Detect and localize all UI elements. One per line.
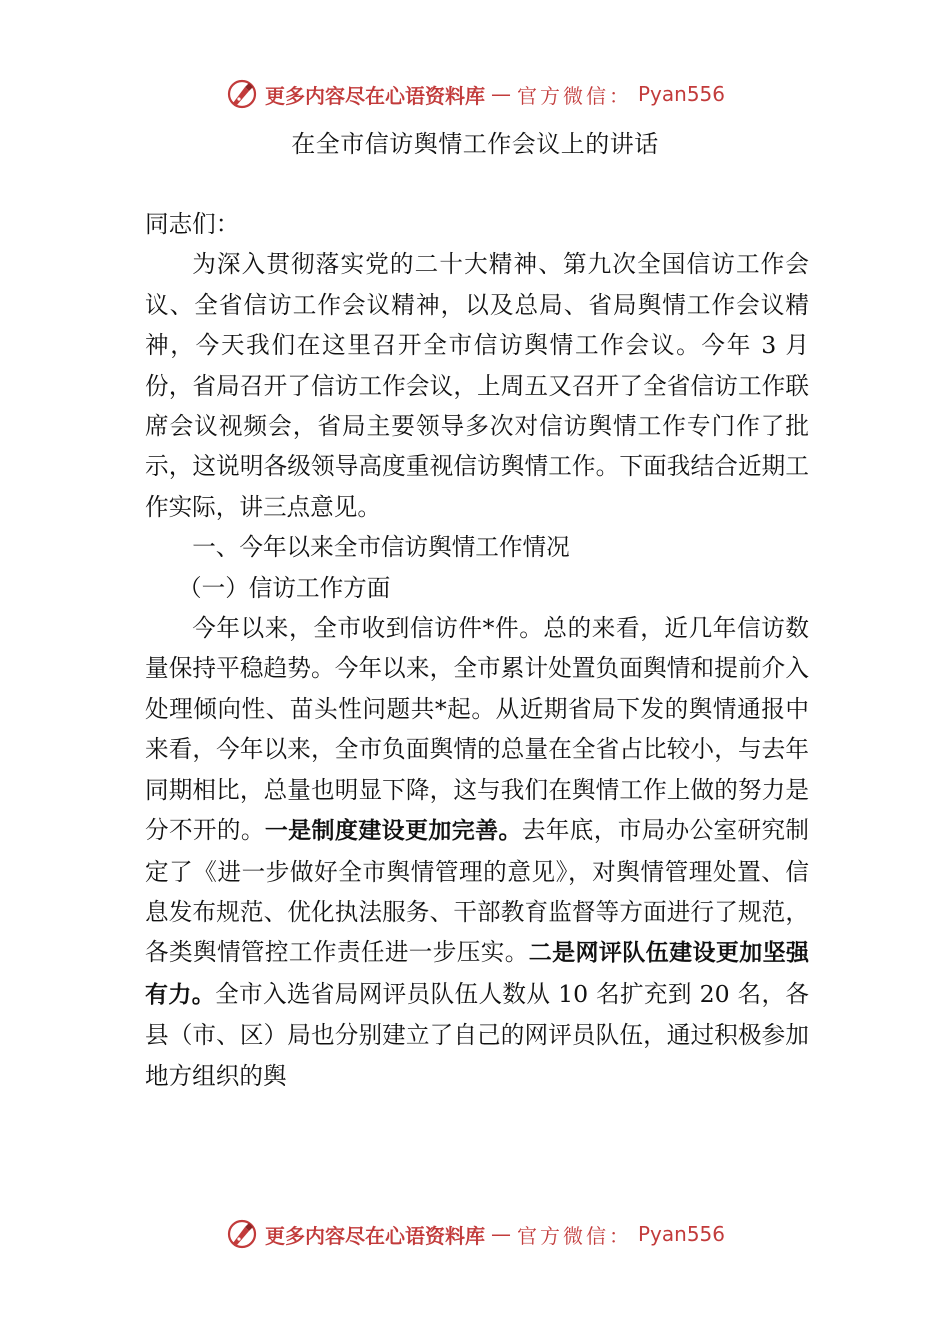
watermark-wechat-label: 官方微信：	[516, 83, 632, 108]
watermark-site-text: 更多内容尽在心语资料库	[264, 1223, 485, 1248]
point-2-heading: 二是网评队伍建设更加坚强有力。	[145, 940, 810, 1008]
watermark-wechat-label: 官方微信：	[516, 1223, 632, 1248]
point-2-text: 全市入选省局网评员队伍人数从 10 名扩充到 20 名，各县（市、区）局也分别建立了自己的网评员队伍，通过积极参加地方组织的舆	[145, 979, 810, 1090]
watermark-separator: —	[490, 1222, 511, 1246]
watermark-header	[0, 74, 950, 114]
intro-paragraph: 为深入贯彻落实党的二十大精神、第九次全国信访工作会议、全省信访工作会议精神，以及总局、省局舆情工作会议精神，今天我们在这里召开全市信访舆情工作会议。今年 3 月份，省局召开了信访工作会议，上周五又召开了全省信访工作联席会议视频会，省局主要领导多次对信访舆情工作专门作了批示，这说明各级领导高度重视信访舆情工作。下面我结合近期工作实际，讲三点意见。	[145, 250, 809, 521]
watermark-wechat-id: Pyan556	[637, 82, 725, 106]
salutation: 同志们：	[145, 210, 240, 238]
paragraph-text: 今年以来，全市收到信访件*件。总的来看，近几年信访数量保持平稳趋势。今年以来，全市累计处置负面舆情和提前介入处理倾向性、苗头性问题共*起。从近期省局下发的舆情通报中来看，今年以来，全市负面舆情的总量在全省占比较小，与去年同期相比，总量也明显下降，这与我们在舆情工作上做的努力是分不开的。	[145, 614, 809, 845]
sub-heading: （一）信访工作方面	[178, 573, 391, 602]
watermark-footer	[0, 1214, 950, 1254]
point-1-text: 去年底，市局办公室研究制定了《进一步做好全市舆情管理的意见》，对舆情管理处置、信息发布规范、优化执法服务、干部教育监督等方面进行了规范，各类舆情管控工作责任进一步压实。	[145, 816, 810, 967]
document-body	[145, 204, 809, 1096]
document-title: 在全市信访舆情工作会议上的讲话	[291, 130, 659, 158]
section-heading: 一、今年以来全市信访舆情工作情况	[192, 533, 570, 562]
pen-nib-logo-icon	[225, 1217, 259, 1251]
watermark-site-text: 更多内容尽在心语资料库	[264, 83, 485, 108]
watermark-separator: —	[490, 82, 511, 106]
pen-nib-logo-icon	[225, 77, 259, 111]
point-1-heading: 一是制度建设更加完善。	[264, 818, 522, 845]
work-paragraph	[145, 608, 809, 1096]
watermark-wechat-id: Pyan556	[637, 1222, 725, 1246]
